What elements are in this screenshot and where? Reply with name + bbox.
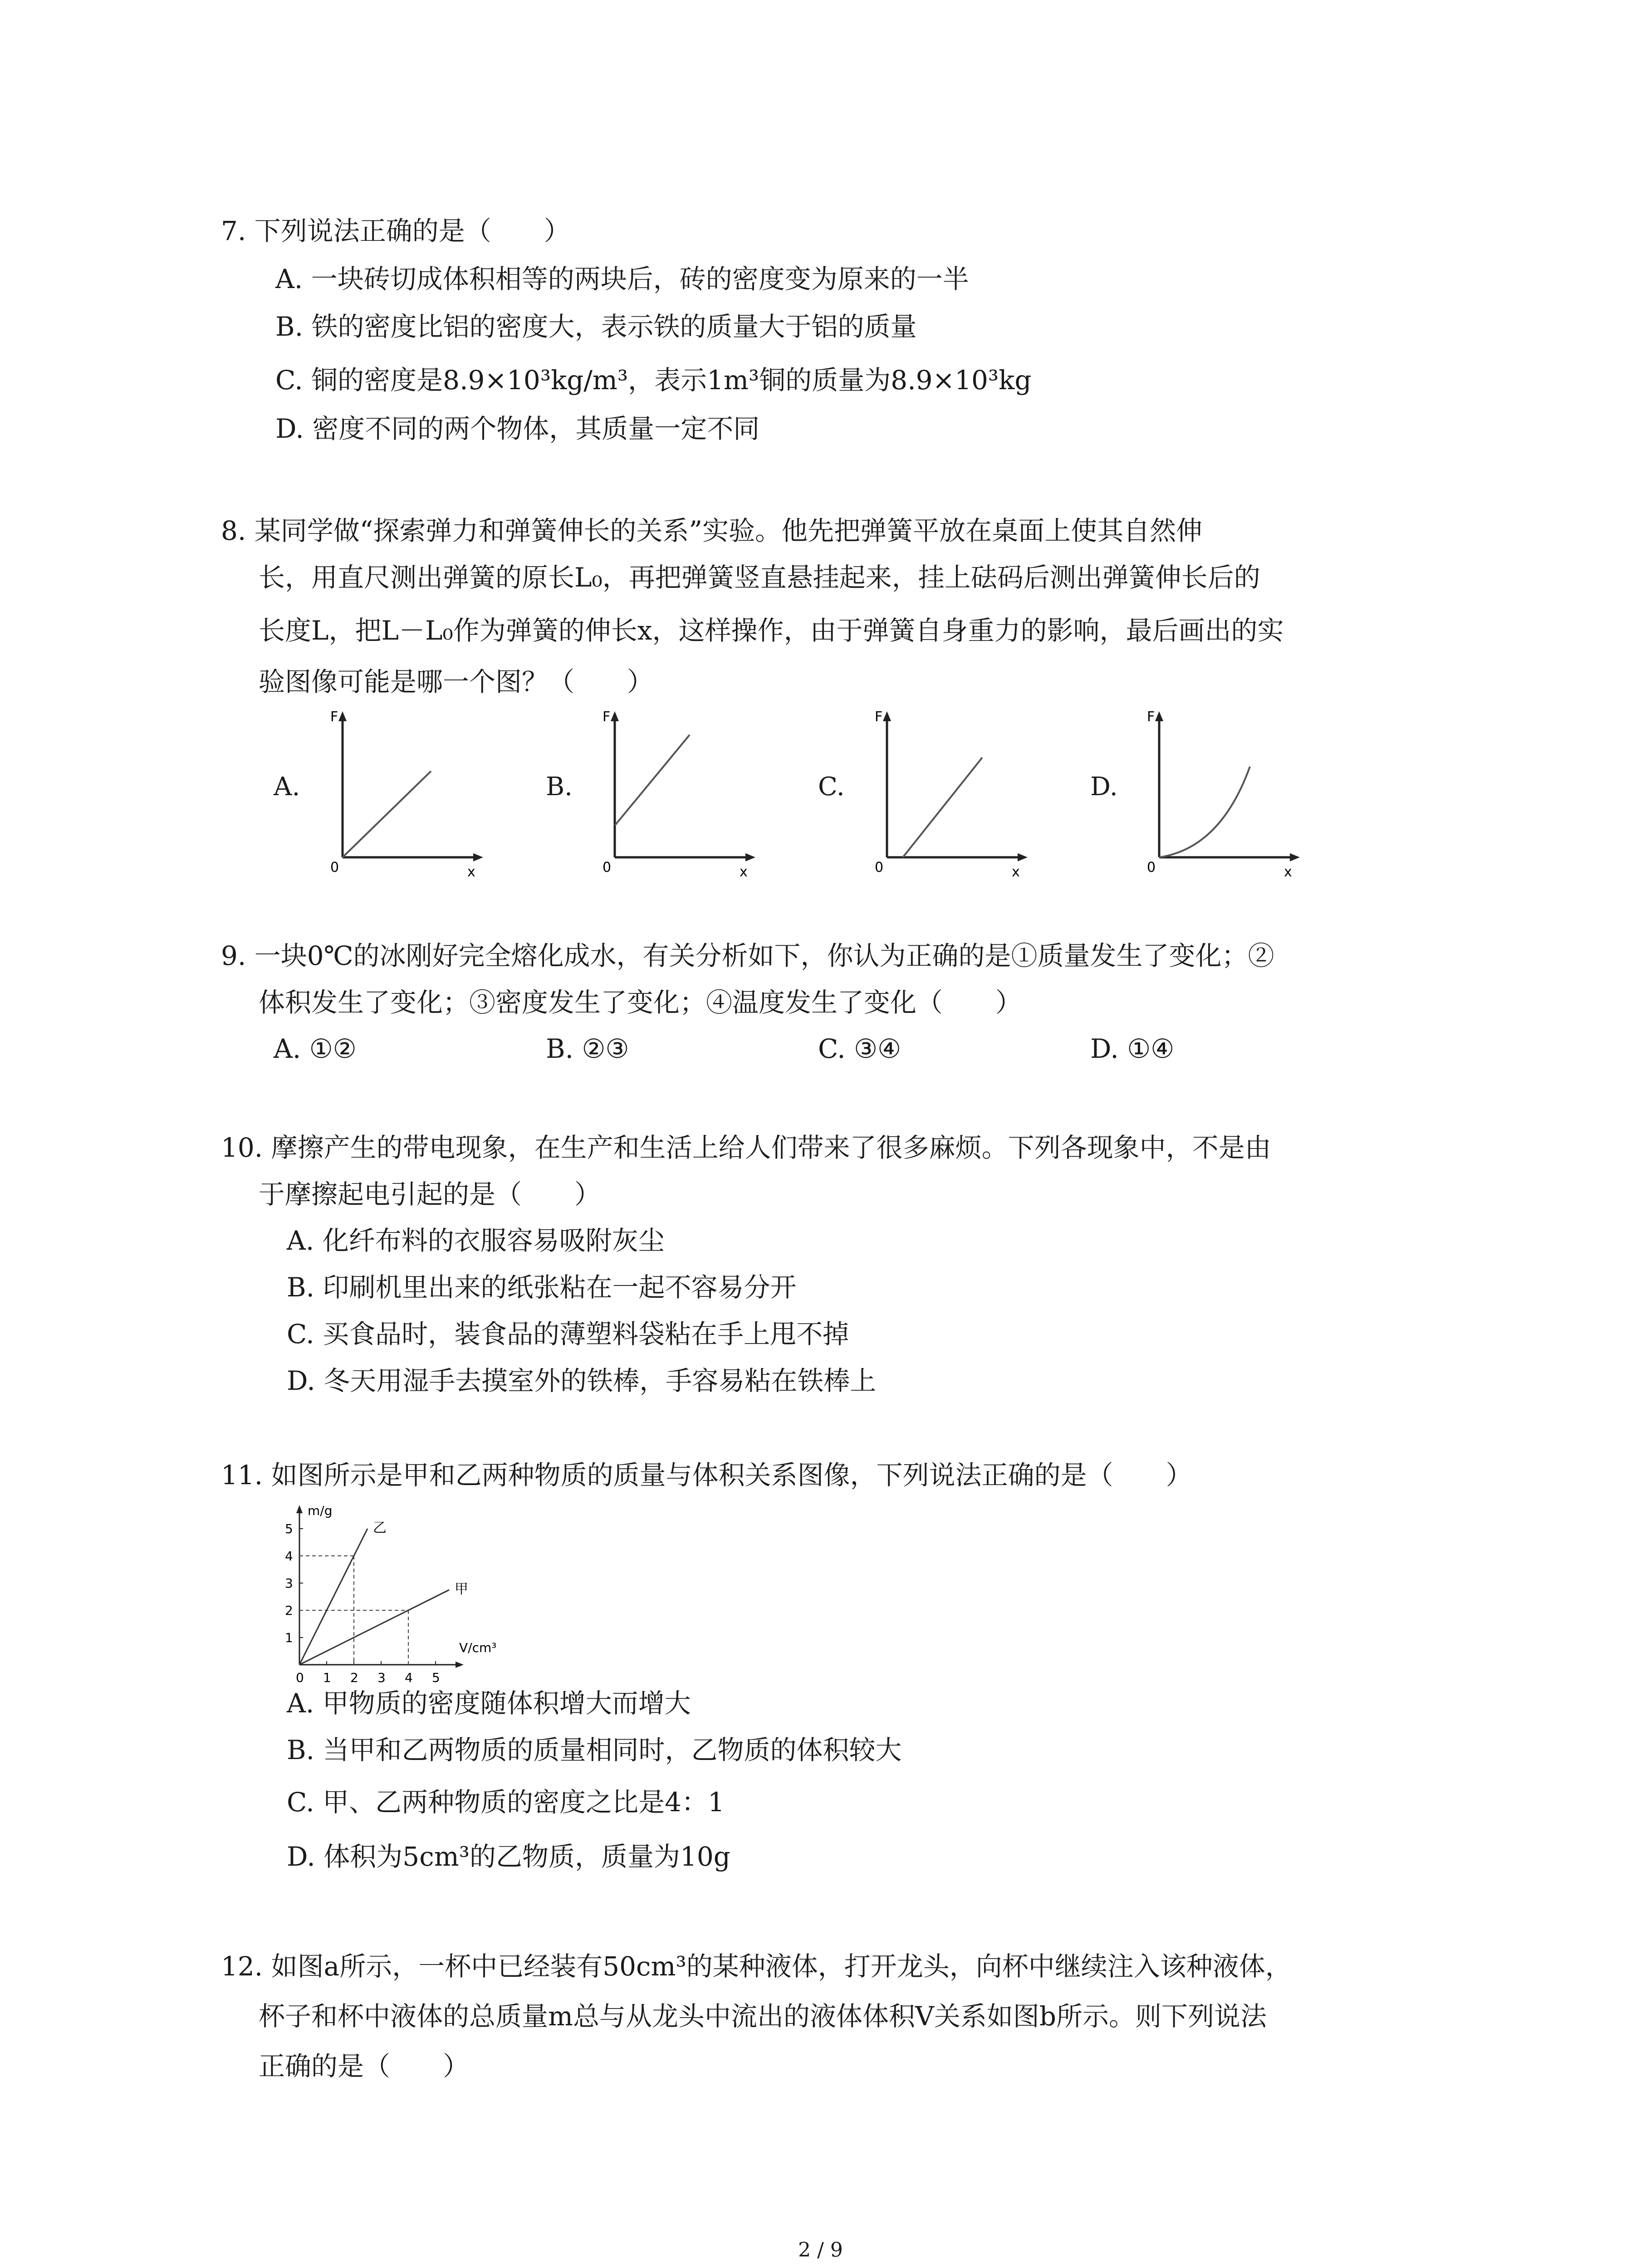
y-tick-label: 1 xyxy=(285,1630,293,1645)
q8-graph-b xyxy=(599,708,762,880)
q11-option-b: B. 当甲和乙两物质的质量相同时，乙物质的体积较大 xyxy=(287,1735,902,1765)
x-tick-label: 2 xyxy=(350,1670,358,1685)
q8-graph-d xyxy=(1143,708,1307,880)
q12-stem-line-1: 12. 如图a所示，一杯中已经装有50cm³的某种液体，打开龙头，向杯中继续注入该种液体， xyxy=(221,1951,1292,1982)
y-tick-label: 5 xyxy=(285,1521,293,1536)
y-tick-label: 4 xyxy=(285,1549,293,1564)
q8-graph-d-axis-y: F xyxy=(1147,709,1155,725)
q8-stem-line-3: 长度L，把L－L₀作为弹簧的伸长x，这样操作，由于弹簧自身重力的影响，最后画出的实 xyxy=(259,615,1284,646)
q8-graph-a-axis-y: F xyxy=(330,709,338,725)
q9-stem-line-1: 9. 一块0℃的冰刚好完全熔化成水，有关分析如下，你认为正确的是①质量发生了变化；② xyxy=(221,940,1274,971)
series-label: 乙 xyxy=(373,1520,387,1536)
series-line xyxy=(299,1529,367,1665)
q7-option-a: A. 一块砖切成体积相等的两块后，砖的密度变为原来的一半 xyxy=(275,264,969,294)
series-label: 甲 xyxy=(455,1581,468,1597)
y-tick-label: 3 xyxy=(285,1576,293,1591)
series-line xyxy=(299,1590,449,1665)
q10-option-b: B. 印刷机里出来的纸张粘在一起不容易分开 xyxy=(287,1272,797,1303)
x-tick-label: 4 xyxy=(405,1670,413,1685)
q8-graph-b-axis-y: F xyxy=(603,709,611,725)
q9-stem-line-2: 体积发生了变化；③密度发生了变化；④温度发生了变化（ ） xyxy=(259,987,1022,1018)
q8-graph-d-label: D. xyxy=(1090,772,1118,802)
q8-graph-c-origin: 0 xyxy=(875,860,884,875)
x-tick-label: 3 xyxy=(377,1670,386,1685)
q8-graph-c-axis-x: x xyxy=(1012,864,1020,880)
q8-graph-c-label: C. xyxy=(818,772,845,802)
q7-option-c: C. 铜的密度是8.9×10³kg/m³，表示1m³铜的质量为8.9×10³kg xyxy=(275,365,1032,396)
q8-stem-line-4: 验图像可能是哪一个图？（ ） xyxy=(259,666,654,697)
q12-stem-line-3: 正确的是（ ） xyxy=(259,2051,470,2082)
y-tick-label: 2 xyxy=(285,1603,293,1618)
q7-option-d: D. 密度不同的两个物体，其质量一定不同 xyxy=(275,413,760,444)
q8-graph-b-label: B. xyxy=(546,772,573,802)
q11-option-a: A. 甲物质的密度随体积增大而增大 xyxy=(287,1688,691,1719)
q8-graph-c xyxy=(871,708,1034,880)
q8-graph-a-origin: 0 xyxy=(330,860,339,875)
q8-graph-a-label: A. xyxy=(274,772,300,802)
q7-stem: 7. 下列说法正确的是（ ） xyxy=(221,215,570,246)
q8-graph-b-origin: 0 xyxy=(603,860,612,875)
x-tick-label: 5 xyxy=(432,1670,440,1685)
q11-mass-volume-chart xyxy=(281,1501,517,1687)
q10-stem-line-2: 于摩擦起电引起的是（ ） xyxy=(259,1179,601,1210)
q12-stem-line-2: 杯子和杯中液体的总质量m总与从龙头中流出的液体体积V关系如图b所示。则下列说法 xyxy=(259,2001,1267,2032)
q11-option-c: C. 甲、乙两种物质的密度之比是4：1 xyxy=(287,1787,725,1818)
chart-y-label: m/g xyxy=(308,1503,333,1518)
page-number: 2 / 9 xyxy=(798,2239,843,2262)
q11-stem: 11. 如图所示是甲和乙两种物质的质量与体积关系图像，下列说法正确的是（ ） xyxy=(221,1460,1192,1491)
q7-option-b: B. 铁的密度比铝的密度大，表示铁的质量大于铝的质量 xyxy=(275,311,917,342)
q8-graph-a-axis-x: x xyxy=(467,864,475,880)
x-tick-label: 0 xyxy=(296,1670,304,1685)
q8-graph-d-origin: 0 xyxy=(1147,860,1156,875)
q10-option-c: C. 买食品时，装食品的薄塑料袋粘在手上甩不掉 xyxy=(287,1319,849,1349)
chart-x-label: V/cm³ xyxy=(459,1640,497,1655)
q8-graph-d-axis-x: x xyxy=(1284,864,1292,880)
x-tick-label: 1 xyxy=(323,1670,331,1685)
q10-option-a: A. 化纤布料的衣服容易吸附灰尘 xyxy=(287,1225,665,1256)
q8-graph-c-axis-y: F xyxy=(875,709,883,725)
q8-stem-line-1: 8. 某同学做“探索弹力和弹簧伸长的关系”实验。他先把弹簧平放在桌面上使其自然伸 xyxy=(221,515,1203,546)
q9-option-a: A. ①② xyxy=(274,1033,357,1064)
q8-graph-b-axis-x: x xyxy=(740,864,748,880)
q9-option-d: D. ①④ xyxy=(1090,1033,1175,1064)
q8-graph-a xyxy=(327,708,490,880)
q10-option-d: D. 冬天用湿手去摸室外的铁棒，手容易粘在铁棒上 xyxy=(287,1365,877,1396)
q9-option-b: B. ②③ xyxy=(546,1033,629,1064)
q9-option-c: C. ③④ xyxy=(818,1033,901,1064)
q10-stem-line-1: 10. 摩擦产生的带电现象，在生产和生活上给人们带来了很多麻烦。下列各现象中，不是由 xyxy=(221,1132,1271,1163)
q11-option-d: D. 体积为5cm³的乙物质，质量为10g xyxy=(287,1841,730,1872)
q8-stem-line-2: 长，用直尺测出弹簧的原长L₀，再把弹簧竖直悬挂起来，挂上砝码后测出弹簧伸长后的 xyxy=(259,562,1260,593)
